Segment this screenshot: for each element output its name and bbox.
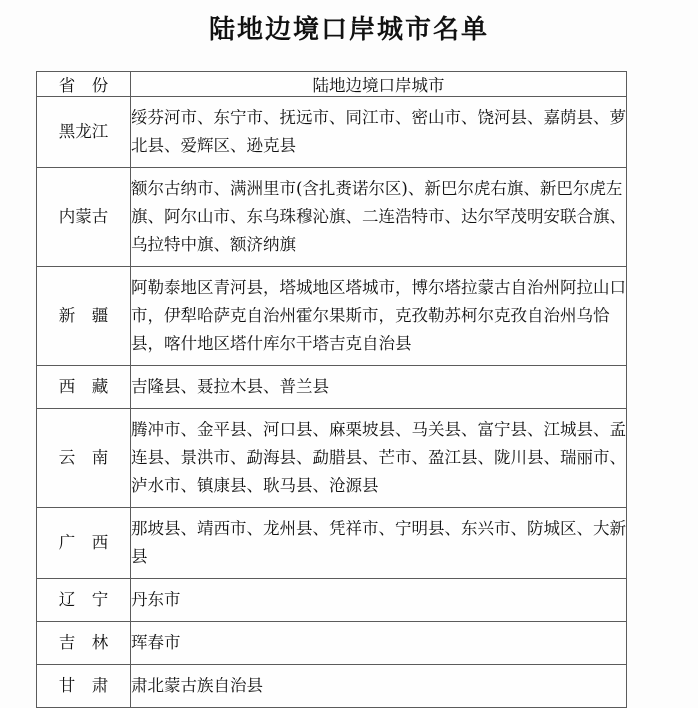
cell-cities: 吉隆县、聂拉木县、普兰县 <box>131 366 627 409</box>
cell-province: 西 藏 <box>37 366 131 409</box>
cell-province: 甘 肃 <box>37 665 131 708</box>
table-row <box>37 366 627 409</box>
cell-cities: 额尔古纳市、满洲里市(含扎赉诺尔区)、新巴尔虎右旗、新巴尔虎左旗、阿尔山市、东乌珠穆沁旗、二连浩特市、达尔罕茂明安联合旗、乌拉特中旗、额济纳旗 <box>131 168 627 267</box>
cell-cities: 肃北蒙古族自治县 <box>131 665 627 708</box>
border-port-cities-table <box>36 71 627 708</box>
cell-cities: 那坡县、靖西市、龙州县、凭祥市、宁明县、东兴市、防城区、大新县 <box>131 508 627 579</box>
cell-cities: 腾冲市、金平县、河口县、麻栗坡县、马关县、富宁县、江城县、孟连县、景洪市、勐海县、勐腊县、芒市、盈江县、陇川县、瑞丽市、泸水市、镇康县、耿马县、沧源县 <box>131 409 627 508</box>
border-port-cities-table-container <box>36 71 626 708</box>
table-row <box>37 508 627 579</box>
table-row <box>37 409 627 508</box>
cell-cities: 丹东市 <box>131 579 627 622</box>
cell-cities: 珲春市 <box>131 622 627 665</box>
cell-province: 云 南 <box>37 409 131 508</box>
column-header-cities: 陆地边境口岸城市 <box>131 72 627 97</box>
table-row <box>37 267 627 366</box>
cell-province: 黑龙江 <box>37 97 131 168</box>
table-body <box>37 97 627 708</box>
cell-province: 辽 宁 <box>37 579 131 622</box>
table-header <box>37 72 627 97</box>
column-header-province: 省 份 <box>37 72 131 97</box>
table-header-row <box>37 72 627 97</box>
cell-province: 广 西 <box>37 508 131 579</box>
table-row <box>37 579 627 622</box>
cell-cities: 绥芬河市、东宁市、抚远市、同江市、密山市、饶河县、嘉荫县、萝北县、爱辉区、逊克县 <box>131 97 627 168</box>
table-row <box>37 622 627 665</box>
table-row <box>37 665 627 708</box>
cell-cities: 阿勒泰地区青河县，塔城地区塔城市，博尔塔拉蒙古自治州阿拉山口市，伊犁哈萨克自治州霍尔果斯市，克孜勒苏柯尔克孜自治州乌恰县，喀什地区塔什库尔干塔吉克自治县 <box>131 267 627 366</box>
cell-province: 内蒙古 <box>37 168 131 267</box>
table-row <box>37 97 627 168</box>
cell-province: 吉 林 <box>37 622 131 665</box>
table-row <box>37 168 627 267</box>
page-title: 陆地边境口岸城市名单 <box>208 15 489 45</box>
cell-province: 新 疆 <box>37 267 131 366</box>
